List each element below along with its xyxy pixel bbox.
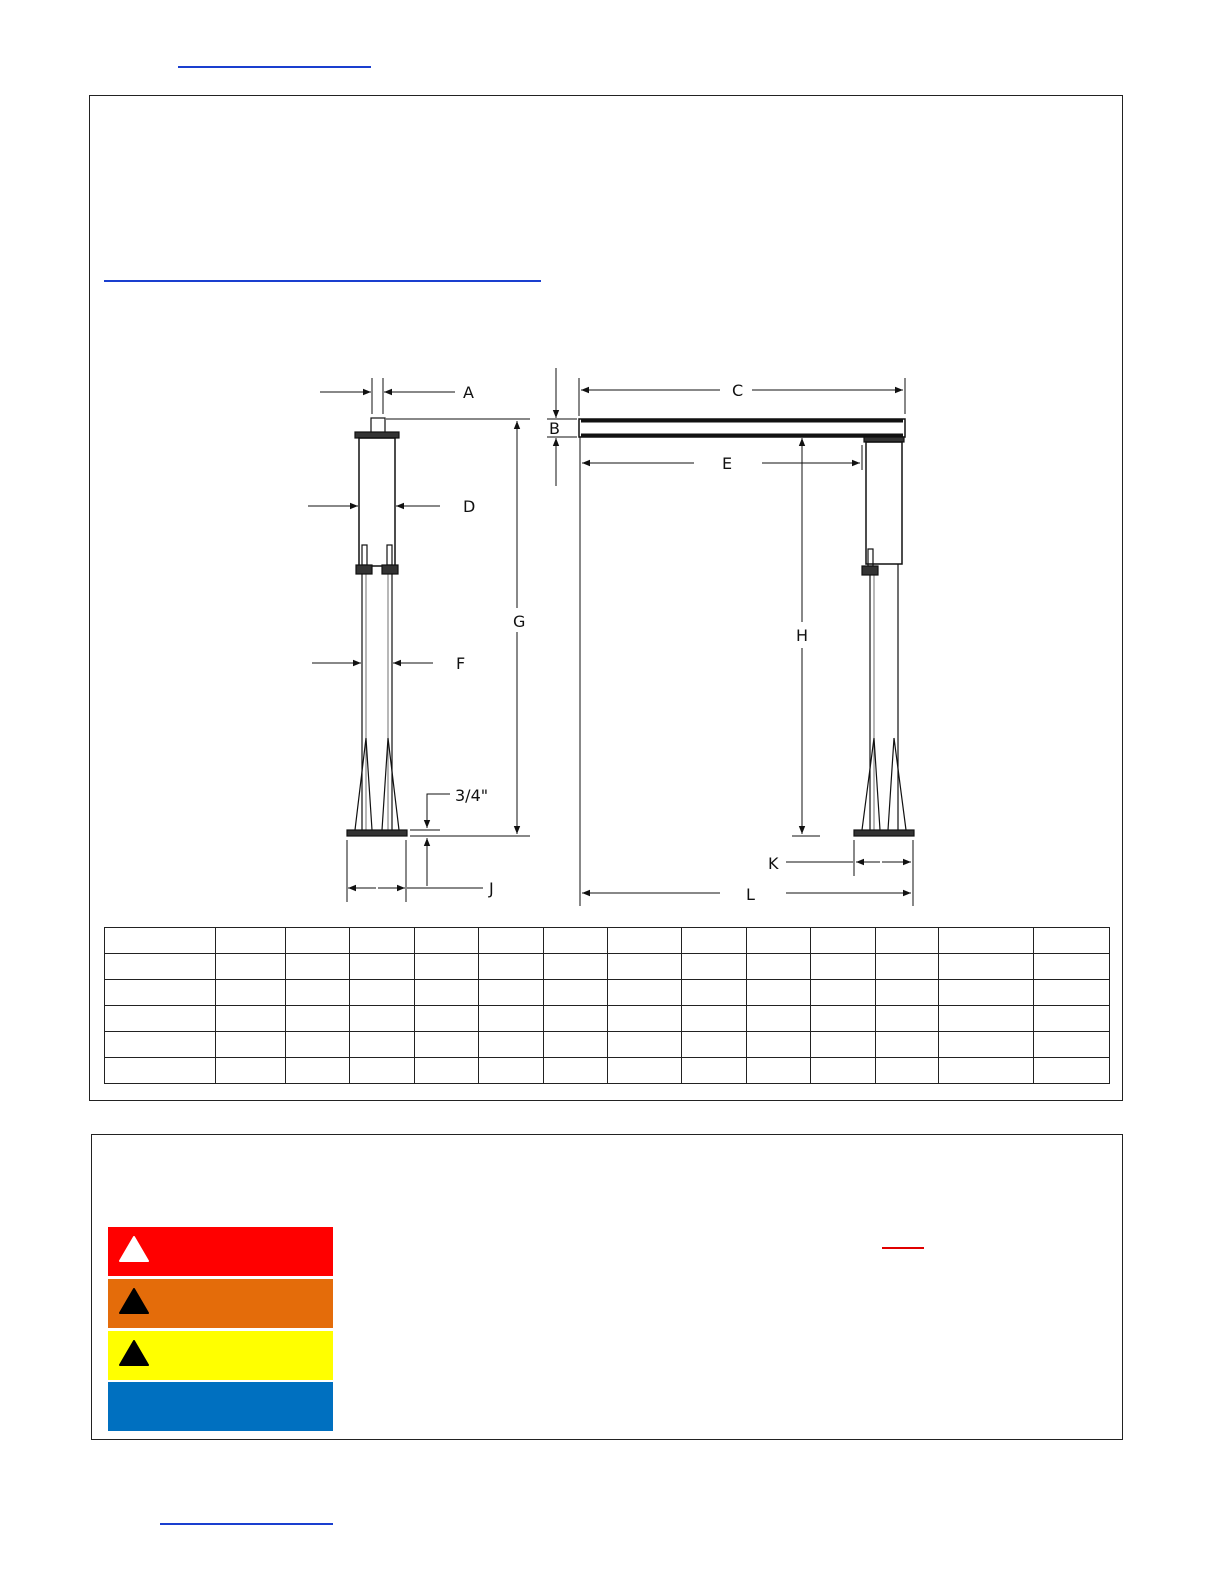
label-g: G	[513, 612, 526, 631]
table-cell	[479, 980, 544, 1006]
table-cell	[286, 1006, 350, 1032]
label-c: C	[732, 381, 744, 400]
table-cell	[608, 980, 682, 1006]
label-d: D	[463, 497, 476, 516]
table-cell	[1034, 1006, 1110, 1032]
table-cell	[811, 1058, 876, 1084]
caution-swatch	[108, 1331, 333, 1380]
table-cell	[811, 1006, 876, 1032]
table-cell	[747, 980, 811, 1006]
table-cell	[216, 928, 286, 954]
table-cell	[1034, 928, 1110, 954]
left-view-dimensions	[308, 378, 530, 902]
table-cell	[350, 980, 415, 1006]
table-cell	[350, 954, 415, 980]
label-base-plate-thickness: 3/4"	[455, 786, 489, 805]
table-cell	[747, 1032, 811, 1058]
footer-link-underline[interactable]	[160, 1523, 333, 1525]
table-cell	[747, 928, 811, 954]
table-cell	[350, 1006, 415, 1032]
table-cell	[608, 1058, 682, 1084]
notice-swatch	[108, 1382, 333, 1431]
warning-triangle-black-icon	[118, 1339, 150, 1367]
label-h: H	[796, 626, 809, 645]
table-cell	[747, 1058, 811, 1084]
table-cell	[682, 954, 747, 980]
table-cell	[811, 980, 876, 1006]
table-cell	[216, 1032, 286, 1058]
table-cell	[286, 980, 350, 1006]
table-cell	[350, 1058, 415, 1084]
table-cell	[1034, 1032, 1110, 1058]
table-cell	[286, 1032, 350, 1058]
warning-swatch	[108, 1279, 333, 1328]
table-cell	[105, 1032, 216, 1058]
table-cell	[350, 928, 415, 954]
warning-triangle-black-icon	[118, 1287, 150, 1315]
table-cell	[544, 1058, 608, 1084]
red-emphasis-underline	[882, 1247, 924, 1249]
table-cell	[876, 928, 939, 954]
table-cell	[939, 1058, 1034, 1084]
table-cell	[105, 980, 216, 1006]
warning-triangle-white-icon	[118, 1235, 150, 1263]
table-cell	[747, 1006, 811, 1032]
front-view	[579, 419, 914, 836]
table-cell	[1034, 1058, 1110, 1084]
table-cell	[415, 980, 479, 1006]
table-row	[105, 980, 1110, 1006]
table-row	[105, 928, 1110, 954]
table-cell	[286, 954, 350, 980]
specification-table	[104, 927, 1110, 1084]
table-cell	[479, 1058, 544, 1084]
table-cell	[682, 1032, 747, 1058]
table-cell	[1034, 980, 1110, 1006]
table-cell	[544, 1032, 608, 1058]
table-cell	[415, 1058, 479, 1084]
table-cell	[608, 928, 682, 954]
table-cell	[747, 954, 811, 980]
front-view-dimensions	[547, 368, 913, 906]
left-side-view	[347, 418, 407, 836]
table-cell	[939, 928, 1034, 954]
label-b: B	[549, 419, 560, 438]
table-cell	[811, 928, 876, 954]
table-cell	[876, 954, 939, 980]
table-cell	[682, 928, 747, 954]
table-cell	[608, 954, 682, 980]
table-cell	[939, 1006, 1034, 1032]
table-cell	[811, 1032, 876, 1058]
label-e: E	[722, 454, 733, 473]
table-cell	[479, 1006, 544, 1032]
table-cell	[876, 980, 939, 1006]
table-cell	[415, 928, 479, 954]
table-row	[105, 1058, 1110, 1084]
table-cell	[105, 1058, 216, 1084]
table-cell	[544, 954, 608, 980]
table-cell	[105, 1006, 216, 1032]
label-f: F	[456, 654, 466, 673]
table-cell	[544, 928, 608, 954]
table-cell	[216, 954, 286, 980]
table-cell	[286, 928, 350, 954]
label-l: L	[746, 885, 755, 904]
table-cell	[350, 1032, 415, 1058]
table-cell	[939, 1032, 1034, 1058]
table-cell	[939, 954, 1034, 980]
table-cell	[1034, 954, 1110, 980]
table-cell	[479, 1032, 544, 1058]
table-cell	[216, 1058, 286, 1084]
table-cell	[682, 1058, 747, 1084]
table-cell	[216, 980, 286, 1006]
table-cell	[415, 1032, 479, 1058]
danger-swatch	[108, 1227, 333, 1276]
table-cell	[105, 928, 216, 954]
table-cell	[608, 1006, 682, 1032]
table-cell	[682, 980, 747, 1006]
table-cell	[544, 1006, 608, 1032]
label-k: K	[768, 854, 779, 873]
table-cell	[811, 954, 876, 980]
table-row	[105, 954, 1110, 980]
table-row	[105, 1006, 1110, 1032]
table-cell	[479, 954, 544, 980]
table-row	[105, 1032, 1110, 1058]
table-cell	[216, 1006, 286, 1032]
table-cell	[415, 954, 479, 980]
table-cell	[876, 1006, 939, 1032]
specification-table-body	[105, 928, 1110, 1084]
label-j: J	[489, 879, 494, 898]
table-cell	[682, 1006, 747, 1032]
table-cell	[479, 928, 544, 954]
table-cell	[876, 1032, 939, 1058]
table-cell	[876, 1058, 939, 1084]
table-cell	[608, 1032, 682, 1058]
table-cell	[939, 980, 1034, 1006]
table-cell	[544, 980, 608, 1006]
table-cell	[286, 1058, 350, 1084]
label-a: A	[463, 383, 474, 402]
table-cell	[105, 954, 216, 980]
table-cell	[415, 1006, 479, 1032]
